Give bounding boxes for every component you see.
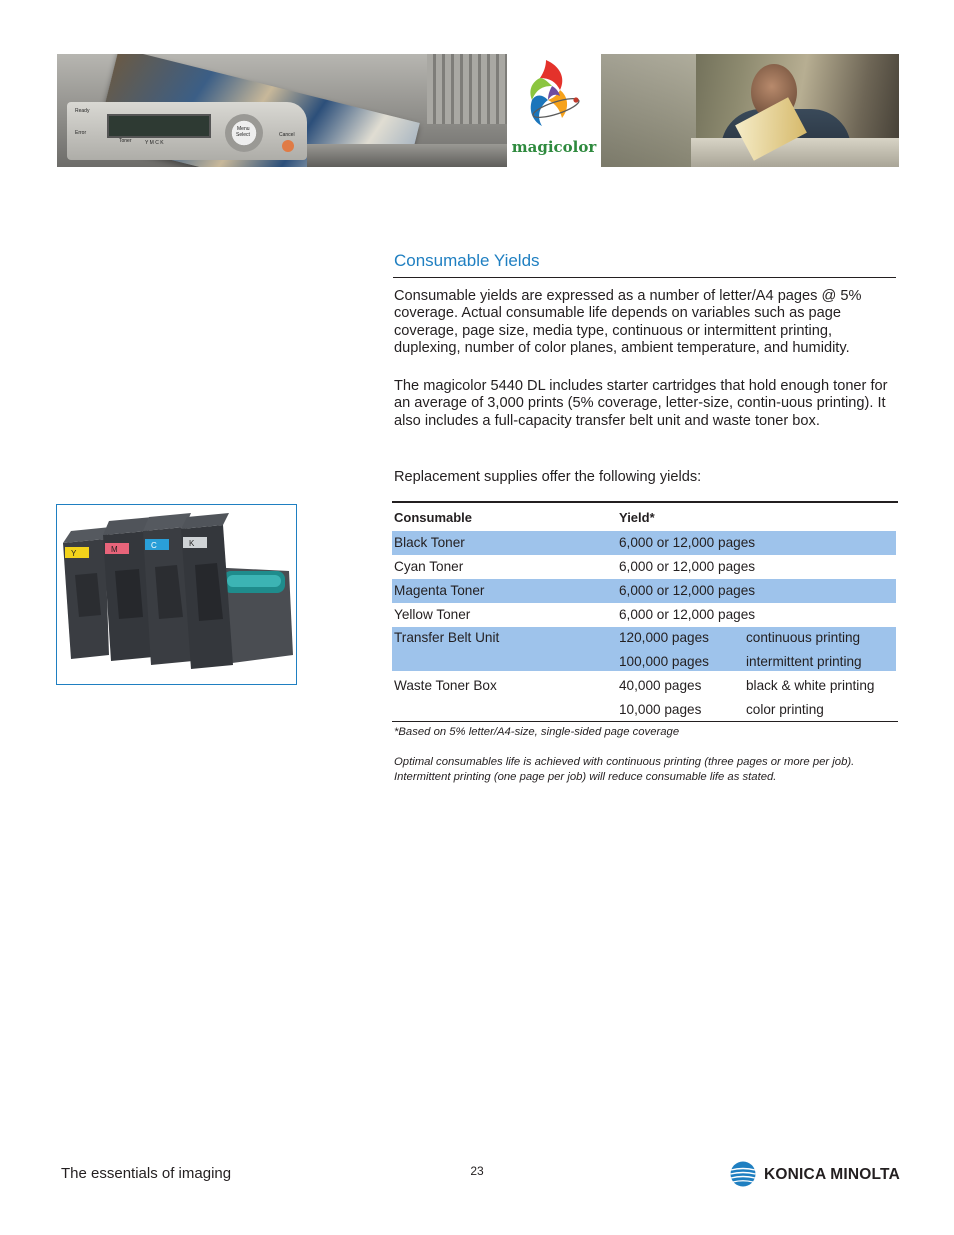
cancel-button-image — [282, 140, 294, 152]
table-header-row — [392, 503, 898, 531]
consumable-yield: 40,000 pages — [619, 678, 702, 693]
toner-cartridges-image — [57, 505, 296, 684]
consumable-yield: 6,000 or 12,000 pages — [619, 583, 756, 598]
table-row — [392, 675, 898, 719]
magicolor-wordmark: magicolor — [511, 138, 597, 156]
consumable-name: Transfer Belt Unit — [394, 630, 500, 645]
printer-control-panel-photo — [57, 54, 507, 167]
ready-label: Ready — [75, 108, 90, 114]
table-row — [392, 555, 898, 579]
consumable-yield: 6,000 or 12,000 pages — [619, 559, 756, 574]
intro-paragraph: Consumable yields are expressed as a number of letter/A4 pages @ 5% coverage. Actual consumable life depends on variables such as page coverage, page size, media type, continuous or intermittent printing, duplexing, number of color planes, ambient temperature, and humidity. — [394, 288, 862, 357]
cartridge-label-k: K — [189, 539, 195, 548]
starter-cartridge-paragraph: The magicolor 5440 DL includes starter cartridges that hold enough toner for an average of 3,000 prints (5% coverage, letter-size, contin-uous printing). It also includes a full-capacity transfer belt unit and waste toner box. — [394, 378, 888, 429]
menu-label: Menu — [237, 126, 250, 132]
table-row — [392, 603, 898, 627]
consumable-yields-table — [392, 501, 898, 722]
consumable-yield: 6,000 or 12,000 pages — [619, 607, 756, 622]
table-row — [392, 531, 896, 555]
consumable-yield: 120,000 pages — [619, 630, 709, 645]
cartridge-label-m: M — [111, 545, 118, 554]
office-scene-photo — [601, 54, 899, 167]
printing-mode: continuous printing — [746, 630, 861, 645]
page-number: 23 — [470, 1164, 484, 1178]
consumable-yield: 6,000 or 12,000 pages — [619, 535, 756, 550]
header-banner — [57, 54, 899, 167]
cartridge-label-c: C — [151, 541, 157, 550]
header-yield: Yield* — [619, 510, 655, 525]
lcd-display — [107, 114, 211, 138]
magicolor-logo — [510, 54, 598, 167]
consumable-name: Yellow Toner — [394, 607, 471, 622]
consumable-name: Waste Toner Box — [394, 678, 497, 693]
table-row — [392, 579, 896, 603]
konica-minolta-logo — [730, 1161, 900, 1187]
consumable-yield: 10,000 pages — [619, 702, 702, 717]
select-label: Select — [236, 132, 250, 138]
brand-name: KONICA MINOLTA — [764, 1166, 900, 1183]
printing-mode: color printing — [746, 702, 824, 717]
footnote-optimal-life: Optimal consumables life is achieved with continuous printing (three pages or more per job). Intermittent printing (one page per job) will reduce consumable life as stated. — [394, 756, 855, 783]
toner-cartridges-photo — [56, 504, 297, 685]
footer-tagline: The essentials of imaging — [61, 1165, 232, 1182]
konica-minolta-globe-icon — [730, 1161, 756, 1187]
error-label: Error — [75, 130, 87, 136]
printing-mode: intermittent printing — [746, 654, 862, 669]
printing-mode: black & white printing — [746, 678, 875, 693]
section-title: Consumable Yields — [394, 251, 540, 270]
consumable-name: Magenta Toner — [394, 583, 485, 598]
toner-colors-label: Y M C K — [145, 140, 164, 146]
footnote-coverage: *Based on 5% letter/A4-size, single-sided page coverage — [394, 726, 680, 738]
cancel-label: Cancel — [279, 132, 295, 138]
title-divider — [393, 277, 896, 278]
consumable-yield: 100,000 pages — [619, 654, 709, 669]
consumable-name: Cyan Toner — [394, 559, 464, 574]
header-consumable: Consumable — [394, 510, 473, 525]
cartridge-label-y: Y — [71, 549, 77, 558]
consumable-name: Black Toner — [394, 535, 465, 550]
replacement-supplies-paragraph: Replacement supplies offer the following yields: — [394, 469, 702, 485]
table-bottom-rule — [392, 721, 898, 722]
toner-label: Toner — [119, 138, 132, 144]
table-row — [392, 627, 896, 671]
magicolor-swirl-icon — [526, 56, 582, 136]
